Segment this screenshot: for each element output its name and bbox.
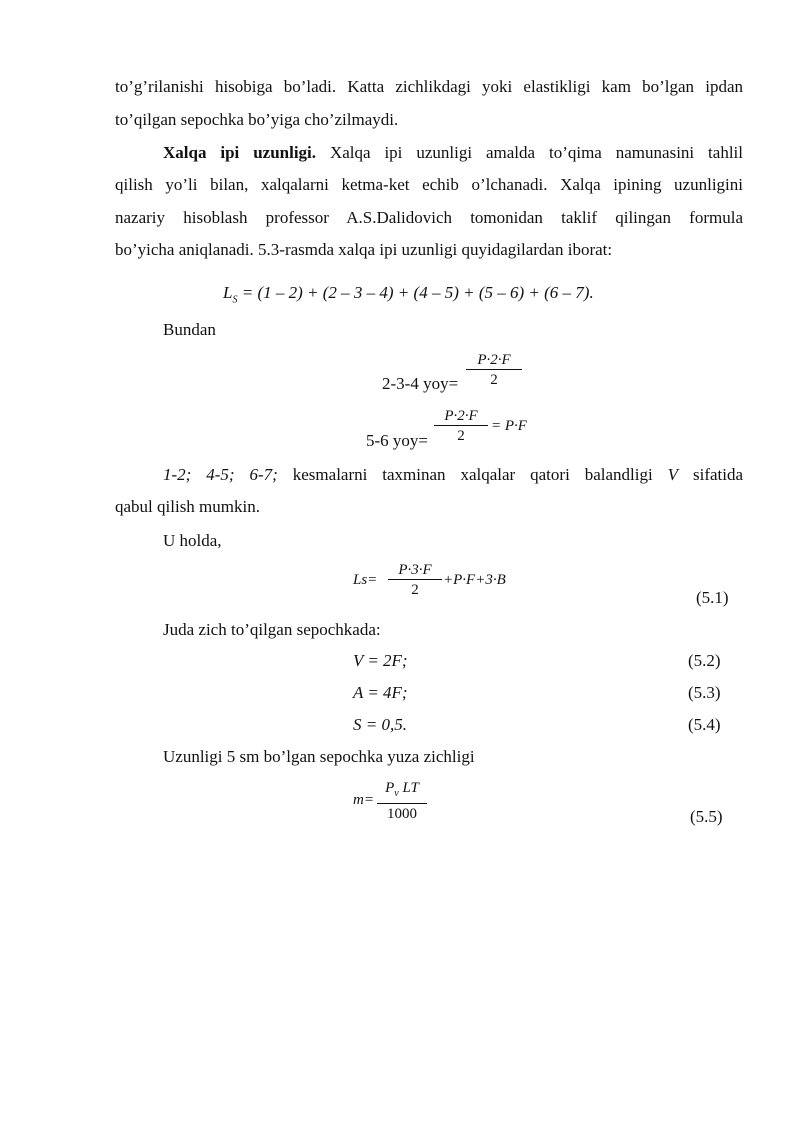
formula-ls-rhs: = (1 – 2) + (2 – 3 – 4) + (4 – 5) + (5 – 6) + (6 – 7). [241, 283, 594, 302]
formula-ls-symbol: L [223, 283, 233, 302]
eq-234-numerator: P·2·F [466, 352, 522, 370]
eq-56-denominator: 2 [457, 428, 465, 444]
juda-zich-text: Juda zich to’qilgan sepochkada: [163, 620, 381, 639]
paragraph-2-line-1 [163, 142, 743, 164]
paragraph-3-line-2: qabul qilish mumkin. [115, 497, 260, 516]
variable-v: V [667, 465, 679, 484]
eq-5-4: S = 0,5. [353, 715, 407, 734]
eq-234-label: 2-3-4 yoy= [382, 374, 459, 393]
eq-5-3: A = 4F; [353, 683, 408, 702]
paragraph-3-line-1 [163, 464, 743, 486]
eq-5-4-number: (5.4) [688, 715, 721, 734]
eq-5-1-numerator: P·3·F [388, 562, 442, 580]
eq-5-2-number: (5.2) [688, 651, 721, 670]
segments-italic: 1-2; 4-5; 6-7; [163, 465, 278, 484]
paragraph-2-line-3: nazariy hisoblash professor A.S.Dalidovich tomonidan taklif qilingan formula [115, 208, 743, 227]
paragraph-2-line-4: bo’yicha aniqlanadi. 5.3-rasmda xalqa ipi uzunligi quyidagilardan iborat: [115, 240, 613, 259]
paragraph-1-line-2: to’qilgan sepochka bo’yiga cho’zilmaydi. [115, 110, 399, 129]
eq-5-3-number: (5.3) [688, 683, 721, 702]
eq-5-5-numerator-sub: v [394, 788, 399, 799]
eq-5-1-rhs: +P·F+3·B [443, 572, 506, 588]
eq-5-5-numerator-rest: LT [398, 780, 419, 796]
eq-5-5-number: (5.5) [690, 807, 723, 826]
eq-234-denominator: 2 [490, 372, 498, 388]
eq-5-1-fraction [388, 562, 442, 598]
section-heading: Xalqa ipi uzunligi. [163, 143, 317, 162]
eq-5-1-number: (5.1) [696, 588, 729, 607]
paragraph-2-line-2: qilish yo’li bilan, xalqalarni ketma-ket echib o’lchanadi. Xalqa ipining uzunligini [115, 175, 743, 194]
formula-ls [223, 282, 594, 311]
eq-56-label: 5-6 yoy= [366, 431, 428, 450]
paragraph-1-line-1: to’g’rilanishi hisobiga bo’ladi. Katta zichlikdagi yoki elastikligi kam bo’lgan ipdan [115, 77, 743, 96]
eq-56-rhs: = P·F [491, 418, 527, 434]
paragraph-3-end: sifatida [692, 465, 744, 484]
eq-56-fraction [434, 408, 488, 444]
eq-56-numerator: P·2·F [434, 408, 488, 426]
paragraph-2-line-1-text: Xalqa ipi uzunligi amalda to’qima namunasini tahlil [329, 143, 743, 162]
eq-5-1-denominator: 2 [411, 582, 419, 598]
eq-5-5-denominator: 1000 [387, 806, 417, 822]
eq-5-5-fraction [377, 780, 427, 822]
formula-ls-subscript: S [232, 294, 238, 306]
uzunligi-text: Uzunligi 5 sm bo’lgan sepochka yuza zichligi [163, 747, 475, 766]
eq-5-5-lhs: m= [353, 792, 374, 808]
eq-234-fraction [466, 352, 522, 388]
eq-5-5-numerator-p: P [385, 780, 395, 796]
eq-5-5-numerator [377, 780, 427, 804]
bundan-text: Bundan [163, 320, 216, 339]
paragraph-3-text: kesmalarni taxminan xalqalar qatori balandligi [292, 465, 653, 484]
eq-5-2: V = 2F; [353, 651, 408, 670]
eq-5-1-lhs: Ls= [353, 572, 378, 588]
u-holda-text: U holda, [163, 531, 222, 550]
